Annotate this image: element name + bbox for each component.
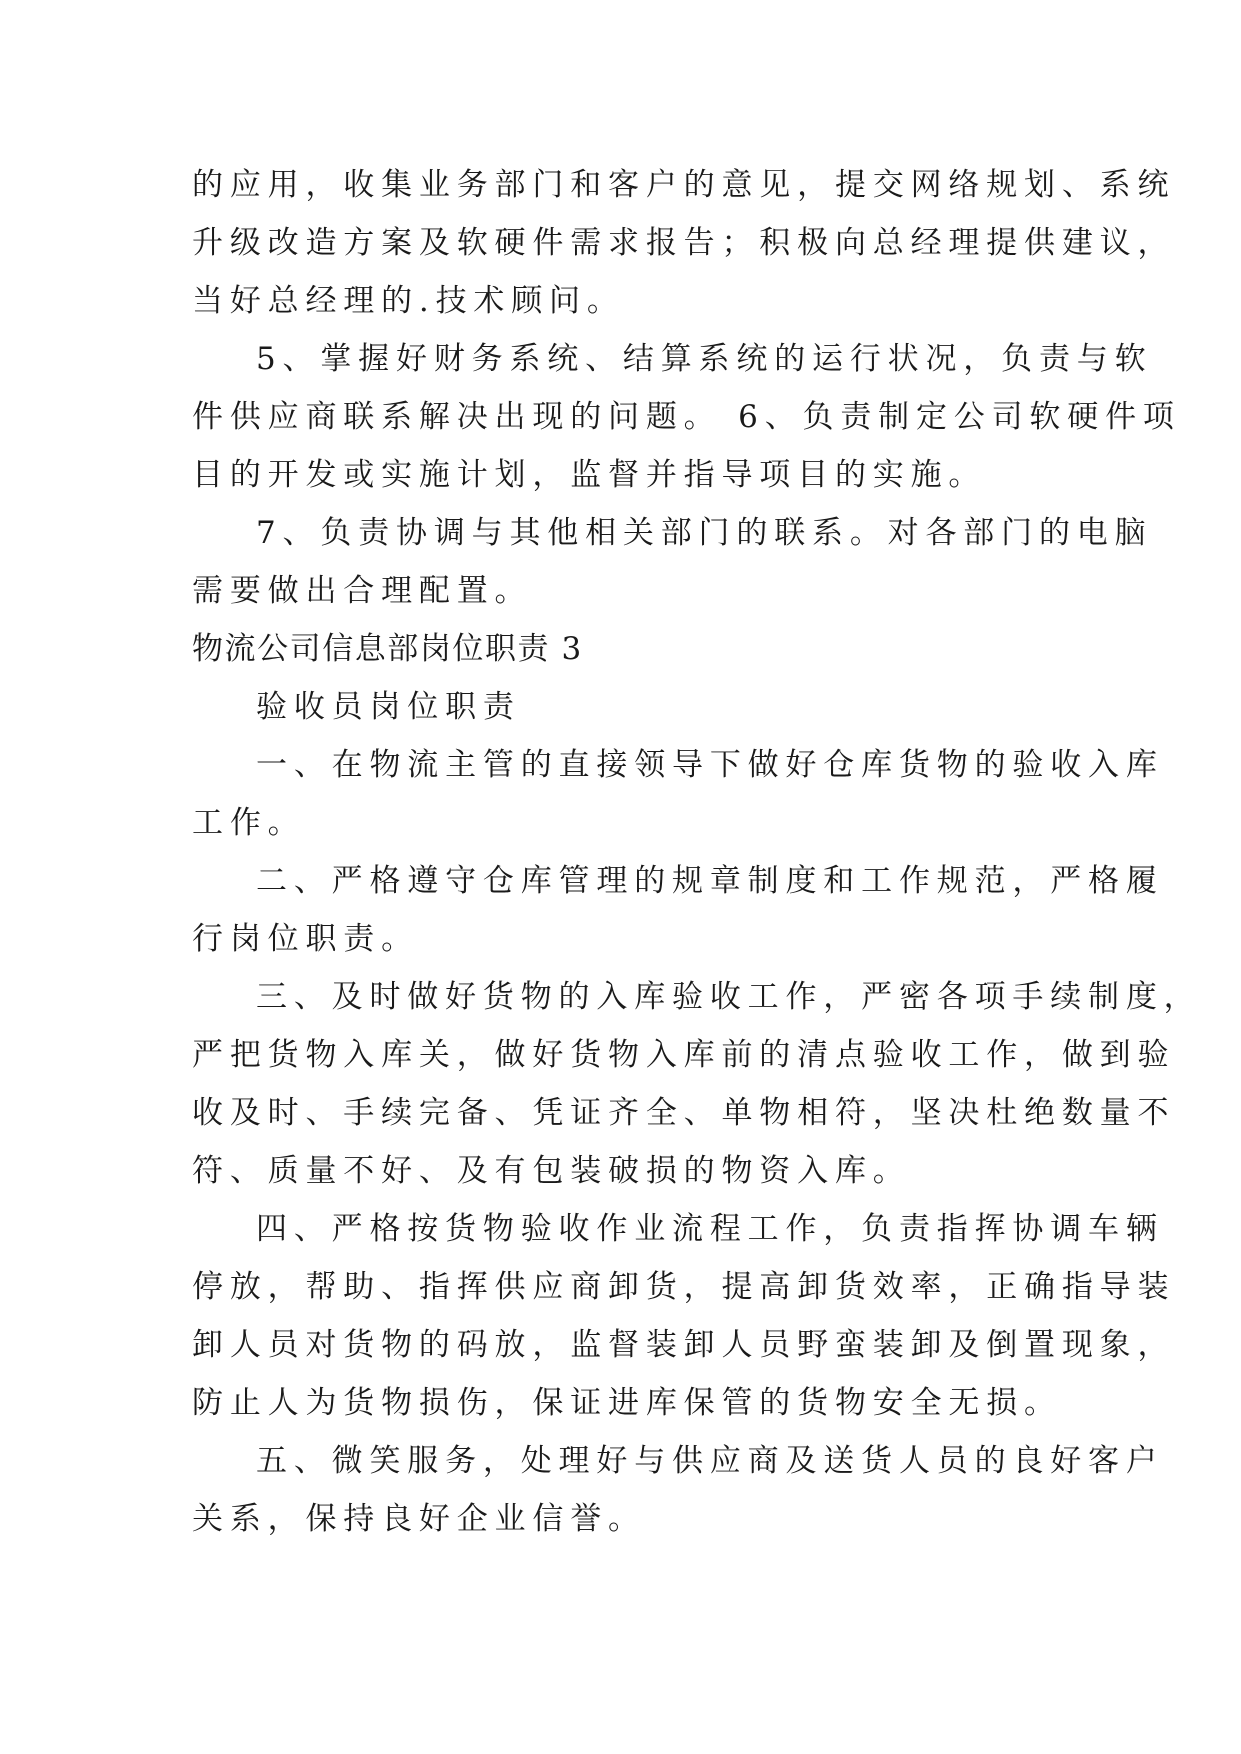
text-line: 二、严格遵守仓库管理的规章制度和工作规范，严格履 (256, 863, 1164, 899)
text-line: 行岗位职责。 (192, 921, 419, 957)
text-line: 五、微笑服务，处理好与供应商及送货人员的良好客户 (256, 1443, 1164, 1479)
text-line: 防止人为货物损伤，保证进库保管的货物安全无损。 (192, 1385, 1062, 1421)
text-line: 目的开发或实施计划，监督并指导项目的实施。 (192, 457, 987, 493)
text-line: 一、在物流主管的直接领导下做好仓库货物的验收入库 (256, 747, 1164, 783)
text-line: 关系，保持良好企业信誉。 (192, 1501, 646, 1537)
section-heading: 物流公司信息部岗位职责 3 (192, 631, 583, 667)
text-line: 7、负责协调与其他相关部门的联系。对各部门的电脑 (256, 515, 1153, 551)
text-line: 5、掌握好财务系统、结算系统的运行状况，负责与软 (256, 341, 1153, 377)
text-line: 收及时、手续完备、凭证齐全、单物相符，坚决杜绝数量不 (192, 1095, 1176, 1131)
text-line: 件供应商联系解决出现的问题。 6、负责制定公司软硬件项 (192, 399, 1181, 435)
text-line: 卸人员对货物的码放，监督装卸人员野蛮装卸及倒置现象， (192, 1327, 1176, 1363)
text-line: 三、及时做好货物的入库验收工作，严密各项手续制度， (256, 979, 1202, 1015)
document-page (192, 156, 1202, 1548)
text-line: 严把货物入库关，做好货物入库前的清点验收工作，做到验 (192, 1037, 1176, 1073)
text-line: 升级改造方案及软硬件需求报告；积极向总经理提供建议， (192, 225, 1176, 261)
text-line: 需要做出合理配置。 (192, 573, 533, 609)
text-line: 符、质量不好、及有包装破损的物资入库。 (192, 1153, 911, 1189)
text-line: 的应用，收集业务部门和客户的意见，提交网络规划、系统 (192, 167, 1176, 203)
text-line: 停放，帮助、指挥供应商卸货，提高卸货效率，正确指导装 (192, 1269, 1176, 1305)
sub-heading: 验收员岗位职责 (256, 689, 521, 725)
text-line: 工作。 (192, 805, 306, 841)
text-line: 当好总经理的.技术顾问。 (192, 283, 625, 319)
text-line: 四、严格按货物验收作业流程工作，负责指挥协调车辆 (256, 1211, 1164, 1247)
